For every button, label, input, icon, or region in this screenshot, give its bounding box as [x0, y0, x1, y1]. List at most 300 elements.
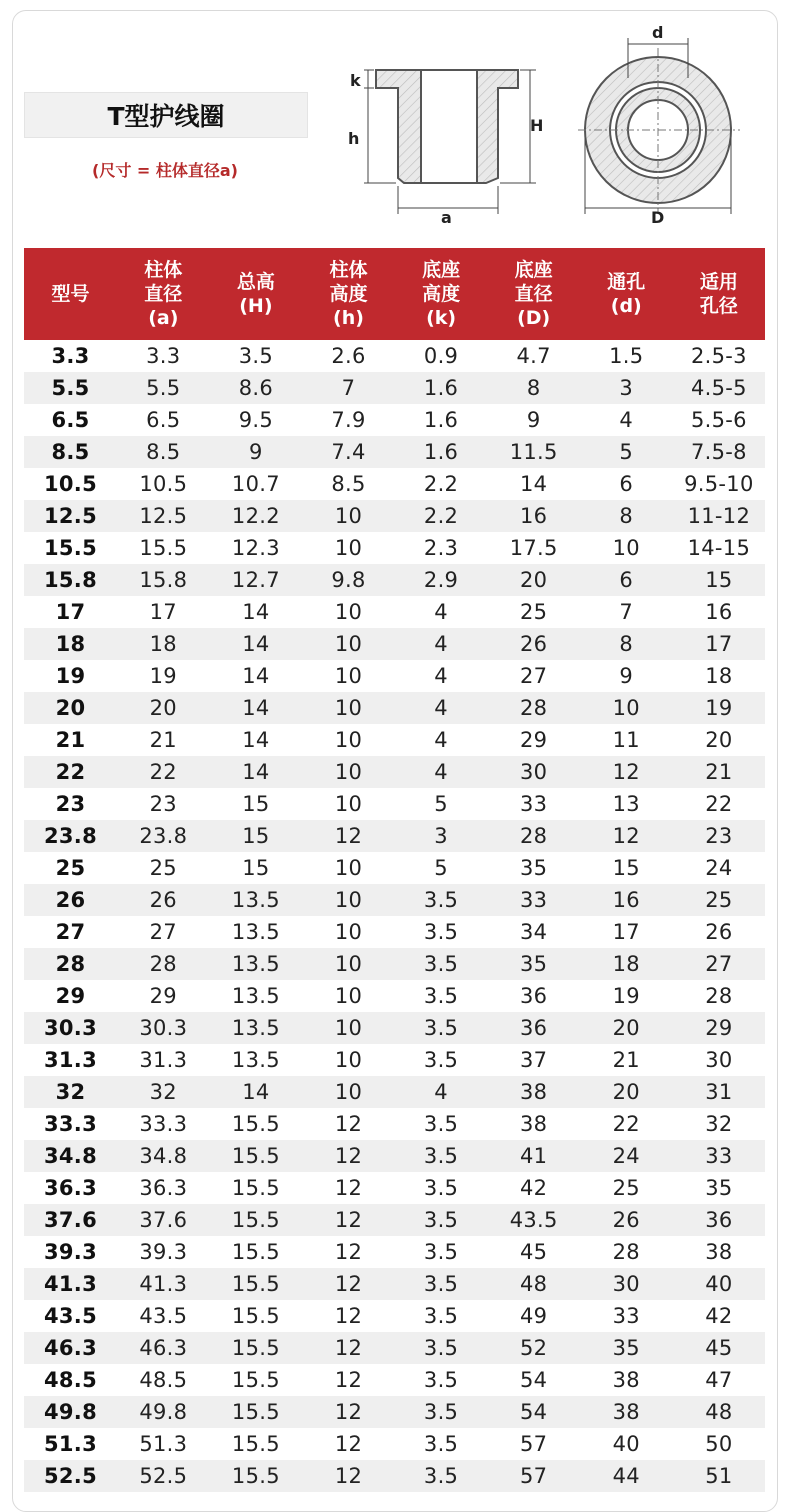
table-cell: 3.5 — [423, 1016, 459, 1040]
table-row — [24, 1428, 765, 1460]
table-cell: 45 — [705, 1336, 733, 1360]
table-cell: 19 — [705, 696, 733, 720]
table-cell: 27 — [520, 664, 548, 688]
table-cell: 14 — [520, 472, 548, 496]
label-k: k — [350, 71, 361, 90]
model-cell: 32 — [55, 1080, 86, 1104]
table-row — [24, 1172, 765, 1204]
table-cell: 10 — [334, 1016, 363, 1040]
size-note: (尺寸 = 柱体直径a) — [92, 161, 238, 180]
table-cell: 28 — [149, 952, 177, 976]
table-cell: 4 — [434, 760, 448, 784]
table-cell: 50 — [705, 1432, 733, 1456]
table-cell: 3 — [619, 376, 634, 400]
table-cell: 1.5 — [609, 344, 644, 368]
label-h: h — [348, 129, 360, 148]
table-cell: 3.5 — [423, 1400, 459, 1424]
table-cell: 0.9 — [423, 344, 459, 368]
table-cell: 26 — [520, 632, 548, 656]
table-row — [24, 756, 765, 788]
table-cell: 15.8 — [139, 568, 188, 592]
table-cell: 17.5 — [509, 536, 558, 560]
table-cell: 3.5 — [423, 984, 459, 1008]
model-cell: 29 — [55, 984, 86, 1008]
table-cell: 38 — [520, 1080, 548, 1104]
table-cell: 8.5 — [331, 472, 366, 496]
table-cell: 16 — [520, 504, 548, 528]
table-cell: 2.2 — [423, 504, 459, 528]
table-cell: 39.3 — [139, 1240, 188, 1264]
model-cell: 30.3 — [43, 1016, 97, 1040]
model-cell: 52.5 — [43, 1464, 97, 1488]
table-cell: 35 — [705, 1176, 733, 1200]
table-cell: 28 — [520, 696, 548, 720]
model-cell: 49.8 — [43, 1400, 97, 1424]
table-cell: 3.5 — [423, 1240, 459, 1264]
table-cell: 33 — [705, 1144, 733, 1168]
table-cell: 3.5 — [423, 1176, 459, 1200]
column-header: 通孔 (d) — [607, 271, 646, 317]
table-body — [24, 340, 765, 1492]
table-cell: 14 — [242, 760, 270, 784]
table-row — [24, 1012, 765, 1044]
table-cell: 43.5 — [509, 1208, 558, 1232]
table-cell: 41 — [520, 1144, 548, 1168]
table-cell: 30 — [520, 760, 548, 784]
table-cell: 27 — [149, 920, 177, 944]
spec-table — [24, 248, 765, 1492]
table-cell: 4 — [434, 664, 448, 688]
table-cell: 15.5 — [231, 1112, 280, 1136]
table-row — [24, 468, 765, 500]
table-cell: 33 — [612, 1304, 640, 1328]
table-cell: 36 — [520, 984, 548, 1008]
table-cell: 10 — [612, 696, 640, 720]
table-cell: 7.5-8 — [690, 440, 747, 464]
table-cell: 10 — [334, 728, 363, 752]
table-cell: 5 — [434, 792, 448, 816]
table-row — [24, 788, 765, 820]
table-cell: 15.5 — [231, 1304, 280, 1328]
table-cell: 6 — [619, 568, 634, 592]
model-cell: 26 — [55, 888, 86, 912]
table-cell: 12 — [334, 1304, 363, 1328]
table-cell: 14 — [242, 632, 270, 656]
table-cell: 20 — [520, 568, 548, 592]
table-cell: 10 — [334, 1048, 363, 1072]
table-cell: 36.3 — [139, 1176, 188, 1200]
table-cell: 4.5-5 — [690, 376, 747, 400]
table-cell: 57 — [520, 1464, 548, 1488]
table-row — [24, 1332, 765, 1364]
column-header: 柱体 直径 (a) — [144, 259, 183, 329]
table-cell: 49 — [520, 1304, 548, 1328]
model-cell: 33.3 — [43, 1112, 97, 1136]
label-d: d — [652, 23, 664, 42]
table-cell: 13.5 — [231, 888, 280, 912]
table-cell: 43.5 — [139, 1304, 188, 1328]
table-cell: 9 — [619, 664, 634, 688]
table-cell: 8 — [526, 376, 541, 400]
model-cell: 21 — [55, 728, 86, 752]
table-cell: 24 — [705, 856, 733, 880]
model-cell: 15.5 — [43, 536, 97, 560]
table-row — [24, 1076, 765, 1108]
table-cell: 19 — [612, 984, 640, 1008]
table-cell: 16 — [705, 600, 733, 624]
table-cell: 40 — [705, 1272, 733, 1296]
table-cell: 15 — [242, 792, 270, 816]
table-cell: 3.5 — [423, 1336, 459, 1360]
table-cell: 3.5 — [423, 1272, 459, 1296]
column-header: 总高 (H) — [236, 271, 275, 317]
table-cell: 12.3 — [231, 536, 280, 560]
model-cell: 34.8 — [43, 1144, 97, 1168]
table-cell: 38 — [705, 1240, 733, 1264]
table-cell: 4 — [434, 728, 448, 752]
table-cell: 34.8 — [139, 1144, 188, 1168]
model-cell: 23.8 — [43, 824, 97, 848]
table-cell: 6 — [619, 472, 634, 496]
table-row — [24, 884, 765, 916]
table-cell: 14 — [242, 728, 270, 752]
table-cell: 8 — [619, 504, 634, 528]
table-cell: 29 — [149, 984, 177, 1008]
table-cell: 9.5 — [238, 408, 274, 432]
table-cell: 19 — [149, 664, 177, 688]
table-cell: 42 — [705, 1304, 733, 1328]
table-cell: 8 — [619, 632, 634, 656]
table-cell: 10.5 — [139, 472, 188, 496]
table-cell: 12 — [334, 1240, 363, 1264]
table-cell: 3.3 — [146, 344, 181, 368]
table-cell: 13.5 — [231, 1016, 280, 1040]
table-cell: 21 — [612, 1048, 640, 1072]
table-cell: 13.5 — [231, 1048, 280, 1072]
table-cell: 28 — [705, 984, 733, 1008]
model-cell: 51.3 — [43, 1432, 97, 1456]
table-cell: 48 — [520, 1272, 548, 1296]
table-cell: 14 — [242, 696, 270, 720]
table-cell: 4 — [619, 408, 634, 432]
table-cell: 32 — [149, 1080, 177, 1104]
table-cell: 18 — [612, 952, 640, 976]
table-cell: 2.3 — [423, 536, 459, 560]
table-cell: 6.5 — [146, 408, 181, 432]
table-cell: 7 — [619, 600, 634, 624]
table-cell: 15 — [612, 856, 640, 880]
table-row — [24, 1204, 765, 1236]
model-cell: 46.3 — [43, 1336, 97, 1360]
model-cell: 31.3 — [43, 1048, 97, 1072]
table-cell: 3.5 — [423, 888, 459, 912]
table-cell: 23.8 — [139, 824, 188, 848]
table-cell: 32 — [705, 1112, 733, 1136]
model-cell: 10.5 — [43, 472, 97, 496]
model-cell: 43.5 — [43, 1304, 97, 1328]
table-cell: 10 — [334, 600, 363, 624]
table-cell: 9.5-10 — [684, 472, 754, 496]
table-row — [24, 1396, 765, 1428]
table-row — [24, 1364, 765, 1396]
table-cell: 10 — [334, 952, 363, 976]
table-row — [24, 852, 765, 884]
table-cell: 3.5 — [423, 1304, 459, 1328]
table-cell: 28 — [612, 1240, 640, 1264]
table-cell: 4 — [434, 600, 448, 624]
table-cell: 15.5 — [231, 1272, 280, 1296]
table-row — [24, 692, 765, 724]
table-cell: 18 — [705, 664, 733, 688]
table-cell: 54 — [520, 1368, 548, 1392]
table-row — [24, 372, 765, 404]
table-cell: 2.6 — [331, 344, 366, 368]
table-cell: 22 — [705, 792, 733, 816]
table-cell: 21 — [705, 760, 733, 784]
column-header: 柱体 高度 (h) — [329, 259, 368, 329]
table-cell: 3.5 — [423, 952, 459, 976]
table-cell: 17 — [705, 632, 733, 656]
table-cell: 38 — [612, 1368, 640, 1392]
table-row — [24, 1268, 765, 1300]
table-cell: 37 — [520, 1048, 548, 1072]
table-cell: 4 — [434, 1080, 448, 1104]
table-cell: 12 — [334, 1112, 363, 1136]
table-cell: 10 — [334, 664, 363, 688]
table-row — [24, 404, 765, 436]
column-header: 底座 直径 (D) — [514, 259, 553, 329]
table-cell: 15.5 — [231, 1144, 280, 1168]
table-cell: 10 — [334, 888, 363, 912]
table-cell: 3.5 — [423, 1112, 459, 1136]
table-cell: 10 — [334, 632, 363, 656]
table-cell: 10 — [334, 1080, 363, 1104]
model-cell: 15.8 — [43, 568, 97, 592]
table-cell: 3.5 — [423, 1208, 459, 1232]
table-cell: 20 — [705, 728, 733, 752]
table-row — [24, 532, 765, 564]
table-row — [24, 1236, 765, 1268]
table-row — [24, 436, 765, 468]
model-cell: 28 — [55, 952, 86, 976]
table-cell: 29 — [520, 728, 548, 752]
table-cell: 12 — [612, 824, 640, 848]
table-cell: 47 — [705, 1368, 733, 1392]
table-cell: 35 — [612, 1336, 640, 1360]
table-cell: 9 — [249, 440, 263, 464]
table-cell: 16 — [612, 888, 640, 912]
table-row — [24, 340, 765, 372]
table-row — [24, 1460, 765, 1492]
table-cell: 3.5 — [423, 920, 459, 944]
table-cell: 13.5 — [231, 952, 280, 976]
table-cell: 52 — [520, 1336, 548, 1360]
table-cell: 5 — [619, 440, 634, 464]
table-cell: 15.5 — [231, 1208, 280, 1232]
table-cell: 54 — [520, 1400, 548, 1424]
table-cell: 14 — [242, 664, 270, 688]
table-cell: 22 — [149, 760, 177, 784]
table-cell: 3.5 — [423, 1048, 459, 1072]
label-D: D — [651, 208, 665, 227]
table-cell: 18 — [149, 632, 177, 656]
top-view — [578, 23, 740, 227]
table-cell: 25 — [149, 856, 177, 880]
table-row — [24, 596, 765, 628]
table-cell: 4 — [434, 696, 448, 720]
table-cell: 29 — [705, 1016, 733, 1040]
table-row — [24, 916, 765, 948]
model-cell: 6.5 — [51, 408, 90, 432]
model-cell: 18 — [55, 632, 86, 656]
label-a: a — [441, 208, 452, 227]
table-cell: 42 — [520, 1176, 548, 1200]
table-cell: 13.5 — [231, 920, 280, 944]
table-cell: 57 — [520, 1432, 548, 1456]
table-cell: 5.5 — [146, 376, 181, 400]
table-cell: 3.5 — [423, 1464, 459, 1488]
table-cell: 11-12 — [687, 504, 751, 528]
model-cell: 36.3 — [43, 1176, 97, 1200]
table-cell: 12.7 — [231, 568, 280, 592]
table-cell: 15.5 — [231, 1176, 280, 1200]
table-cell: 30.3 — [139, 1016, 188, 1040]
model-cell: 23 — [55, 792, 86, 816]
table-row — [24, 1108, 765, 1140]
table-row — [24, 564, 765, 596]
table-cell: 33 — [520, 888, 548, 912]
table-cell: 8.6 — [238, 376, 274, 400]
model-cell: 12.5 — [43, 504, 97, 528]
table-cell: 13.5 — [231, 984, 280, 1008]
table-cell: 9.8 — [331, 568, 366, 592]
model-cell: 5.5 — [51, 376, 90, 400]
table-cell: 38 — [520, 1112, 548, 1136]
table-cell: 28 — [520, 824, 548, 848]
table-cell: 12 — [334, 1144, 363, 1168]
table-cell: 36 — [520, 1016, 548, 1040]
model-cell: 8.5 — [51, 440, 90, 464]
table-cell: 10 — [334, 920, 363, 944]
table-cell: 13 — [612, 792, 640, 816]
table-cell: 17 — [612, 920, 640, 944]
table-cell: 31.3 — [139, 1048, 188, 1072]
table-cell: 40 — [612, 1432, 640, 1456]
table-row — [24, 820, 765, 852]
table-row — [24, 660, 765, 692]
table-cell: 17 — [149, 600, 177, 624]
table-row — [24, 724, 765, 756]
table-cell: 15 — [705, 568, 733, 592]
table-cell: 12 — [334, 1176, 363, 1200]
table-cell: 30 — [705, 1048, 733, 1072]
table-row — [24, 1140, 765, 1172]
table-cell: 22 — [612, 1112, 640, 1136]
column-header: 底座 高度 (k) — [422, 259, 461, 329]
column-header: 型号 — [51, 283, 90, 305]
label-H: H — [530, 116, 544, 135]
table-cell: 33 — [520, 792, 548, 816]
table-cell: 8.5 — [146, 440, 181, 464]
model-cell: 25 — [55, 856, 86, 880]
table-cell: 3.5 — [423, 1432, 459, 1456]
table-cell: 26 — [612, 1208, 640, 1232]
table-cell: 35 — [520, 856, 548, 880]
table-cell: 7 — [341, 376, 356, 400]
table-row — [24, 948, 765, 980]
table-cell: 5.5-6 — [690, 408, 747, 432]
model-cell: 37.6 — [43, 1208, 97, 1232]
table-cell: 30 — [612, 1272, 640, 1296]
table-cell: 38 — [612, 1400, 640, 1424]
table-cell: 15.5 — [231, 1400, 280, 1424]
table-cell: 23 — [705, 824, 733, 848]
table-cell: 4 — [434, 632, 448, 656]
table-cell: 4.7 — [516, 344, 551, 368]
table-cell: 11 — [612, 728, 640, 752]
table-cell: 41.3 — [139, 1272, 188, 1296]
table-cell: 12 — [334, 1336, 363, 1360]
table-cell: 15 — [242, 824, 270, 848]
table-cell: 14-15 — [687, 536, 751, 560]
table-cell: 48.5 — [139, 1368, 188, 1392]
table-cell: 2.5-3 — [690, 344, 747, 368]
model-cell: 19 — [55, 664, 86, 688]
table-cell: 26 — [705, 920, 733, 944]
table-cell: 10 — [334, 856, 363, 880]
table-cell: 15 — [242, 856, 270, 880]
table-cell: 44 — [612, 1464, 640, 1488]
table-cell: 14 — [242, 600, 270, 624]
table-cell: 25 — [705, 888, 733, 912]
table-cell: 7.4 — [331, 440, 366, 464]
table-cell: 51.3 — [139, 1432, 188, 1456]
table-cell: 1.6 — [423, 440, 459, 464]
table-cell: 10 — [334, 984, 363, 1008]
model-cell: 27 — [55, 920, 86, 944]
model-cell: 22 — [55, 760, 86, 784]
table-cell: 20 — [612, 1016, 640, 1040]
table-cell: 20 — [612, 1080, 640, 1104]
table-cell: 7.9 — [331, 408, 366, 432]
table-cell: 10 — [612, 536, 640, 560]
table-cell: 51 — [705, 1464, 733, 1488]
table-cell: 12 — [334, 824, 363, 848]
table-cell: 48 — [705, 1400, 733, 1424]
table-cell: 12 — [334, 1368, 363, 1392]
model-cell: 48.5 — [43, 1368, 97, 1392]
table-cell: 12 — [334, 1432, 363, 1456]
table-cell: 34 — [520, 920, 548, 944]
table-cell: 15.5 — [231, 1368, 280, 1392]
table-cell: 21 — [149, 728, 177, 752]
table-cell: 15.5 — [139, 536, 188, 560]
table-cell: 12.5 — [139, 504, 188, 528]
table-cell: 15.5 — [231, 1240, 280, 1264]
table-cell: 10 — [334, 760, 363, 784]
table-cell: 15.5 — [231, 1464, 280, 1488]
table-cell: 23 — [149, 792, 177, 816]
table-cell: 26 — [149, 888, 177, 912]
table-cell: 14 — [242, 1080, 270, 1104]
model-cell: 20 — [55, 696, 86, 720]
table-cell: 12 — [334, 1208, 363, 1232]
table-cell: 9 — [526, 408, 541, 432]
table-row — [24, 1300, 765, 1332]
table-cell: 10 — [334, 536, 363, 560]
table-cell: 2.9 — [423, 568, 459, 592]
table-cell: 15.5 — [231, 1432, 280, 1456]
